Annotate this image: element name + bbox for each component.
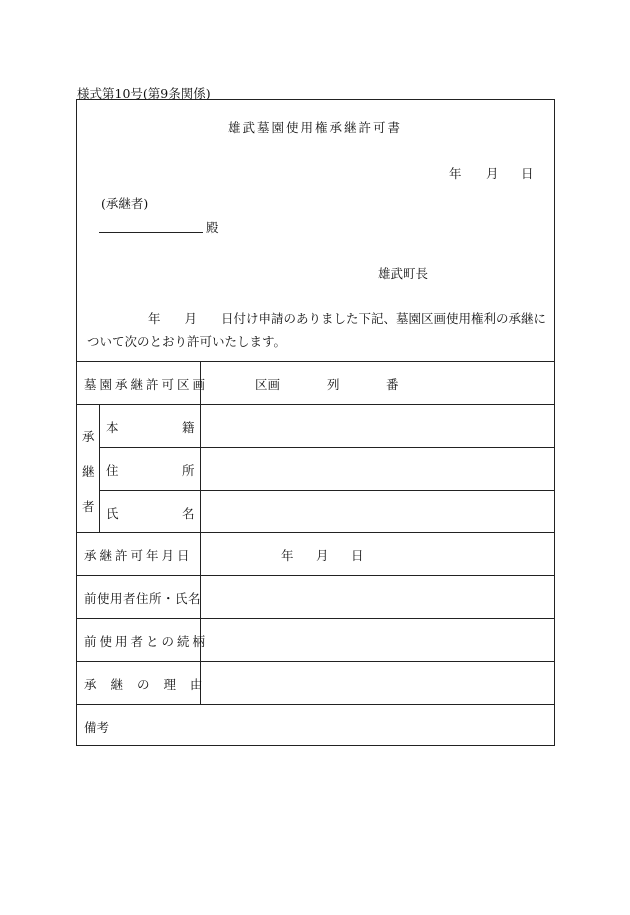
group-column-rule <box>99 404 100 532</box>
successor-group-char-3: 者 <box>82 499 95 514</box>
permit-year: 年 <box>281 548 294 563</box>
issuer: 雄武町長 <box>378 266 429 281</box>
relation-label: 前使用者との続柄 <box>84 634 209 649</box>
permit-day: 日 <box>351 548 364 563</box>
body-month: 月 <box>184 311 198 326</box>
name-label-right: 名 <box>182 506 195 521</box>
row-rule <box>76 704 555 705</box>
plot-number: 番 <box>386 377 399 392</box>
honseki-label-right: 籍 <box>182 420 195 435</box>
address-label-right: 所 <box>182 463 195 478</box>
plot-section: 区画 <box>255 377 281 392</box>
address-label-left: 住 <box>106 463 119 478</box>
permit-date-label: 承継許可年月日 <box>84 548 193 563</box>
prev-user-label: 前使用者住所・氏名 <box>84 591 202 606</box>
body-year: 年 <box>148 311 161 326</box>
document-title: 雄武墓園使用権承継許可書 <box>227 120 402 135</box>
plot-label: 墓園承継許可区画 <box>84 377 209 392</box>
date-day: 日 <box>521 166 534 181</box>
honorific: 殿 <box>206 220 219 235</box>
recipient-label: (承継者) <box>101 196 149 211</box>
row-rule <box>76 532 555 533</box>
body-paragraph <box>87 307 547 353</box>
row-rule <box>76 618 555 619</box>
date-year: 年 <box>449 166 462 181</box>
honseki-label-left: 本 <box>106 420 119 435</box>
remarks-label: 備考 <box>84 720 110 735</box>
successor-group-char-1: 承 <box>82 429 95 444</box>
plot-row: 列 <box>327 377 340 392</box>
label-column-rule <box>200 361 201 704</box>
row-rule <box>99 447 555 448</box>
permit-month: 月 <box>316 548 329 563</box>
name-label-left: 氏 <box>106 506 119 521</box>
recipient-name-line <box>99 232 203 233</box>
successor-group-char-2: 継 <box>82 464 95 479</box>
table-top-rule <box>76 361 555 362</box>
row-rule <box>76 661 555 662</box>
date-month: 月 <box>486 166 499 181</box>
reason-label: 承継の理由 <box>84 677 217 692</box>
row-rule <box>99 490 555 491</box>
body-text: 日付け申請のありました下記、墓園区画使用権利の承継について次のとおり許可いたします。 <box>87 311 547 349</box>
row-rule <box>76 404 555 405</box>
form-reference: 様式第10号(第9条関係) <box>77 86 211 101</box>
row-rule <box>76 575 555 576</box>
